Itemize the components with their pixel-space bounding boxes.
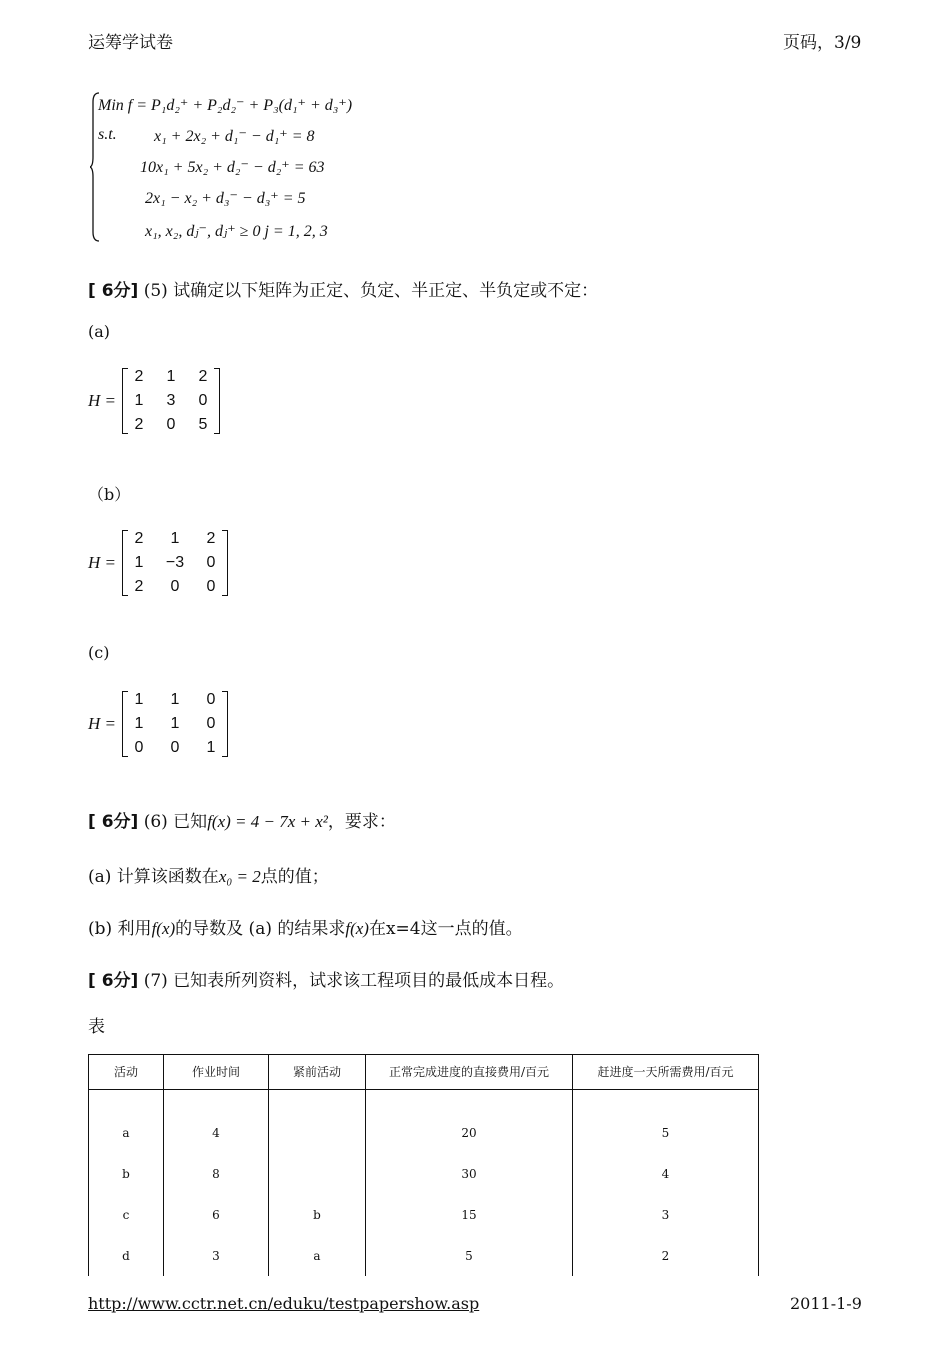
matrix-cell: 1	[134, 715, 144, 732]
question-5	[88, 276, 598, 301]
question-6-formula: f(x) = 4 − 7x + x²	[207, 812, 328, 831]
table-cell: 8	[164, 1153, 269, 1194]
question-6	[88, 807, 396, 832]
table-cell: 2	[573, 1235, 759, 1276]
matrix-cell: 1	[134, 691, 144, 708]
table-cell: b	[269, 1194, 366, 1235]
question-7	[88, 966, 564, 991]
matrix-c	[88, 691, 228, 757]
question-7-text: (7) 已知表所列资料，试求该工程项目的最低成本日程。	[138, 971, 565, 991]
matrix-cell: 1	[170, 715, 180, 732]
table-row	[89, 1194, 759, 1235]
table-cell: b	[89, 1153, 164, 1194]
matrix-b	[88, 530, 228, 596]
table-spacer-row	[89, 1090, 759, 1113]
matrix-cell: 1	[166, 368, 176, 385]
matrix-cell: 0	[170, 739, 180, 756]
table-cell: c	[89, 1194, 164, 1235]
matrix-cell: 0	[206, 715, 216, 732]
question-7-score: [ 6分]	[88, 971, 139, 991]
matrix-cell: 5	[198, 416, 208, 433]
matrix-a-lhs: H =	[88, 391, 116, 410]
matrix-cell: 1	[170, 691, 180, 708]
header-title: 运筹学试卷	[88, 33, 173, 53]
table-cell: 6	[164, 1194, 269, 1235]
nonnegativity-constraint: x₁, x₂, dⱼ⁻, dⱼ⁺ ≥ 0 j = 1, 2, 3	[145, 223, 328, 240]
question-6-text-2: ，要求：	[327, 812, 396, 832]
matrix-cell: 1	[170, 530, 180, 547]
matrix-b-label: （b）	[88, 485, 131, 504]
question-6b-text-2: 的导数及 (a) 的结果求	[175, 919, 346, 939]
constraint-1: x₁ + 2x₂ + d₁⁻ − d₁⁺ = 8	[154, 128, 315, 145]
table-cell: 5	[573, 1112, 759, 1153]
footer-date: 2011-1-9	[790, 1294, 862, 1313]
matrix-cell: 1	[134, 554, 144, 571]
table-cell: 20	[366, 1112, 573, 1153]
table-cell: 3	[573, 1194, 759, 1235]
matrix-cell: 3	[166, 392, 176, 409]
matrix-cell: 2	[206, 530, 216, 547]
activity-table	[88, 1054, 759, 1276]
column-header: 紧前活动	[269, 1055, 366, 1090]
matrix-cell: 0	[166, 416, 176, 433]
matrix-cell: 0	[134, 739, 144, 756]
matrix-cell: 0	[170, 578, 180, 595]
matrix-c-label: (c)	[88, 643, 110, 662]
table-cell	[269, 1153, 366, 1194]
table-row	[89, 1153, 759, 1194]
matrix-cell: −3	[165, 554, 185, 571]
matrix-cell: 2	[134, 416, 144, 433]
matrix-b-bracket	[122, 530, 228, 596]
column-header: 正常完成进度的直接费用/百元	[366, 1055, 573, 1090]
matrix-cell: 0	[206, 578, 216, 595]
question-6a-text: (a) 计算该函数在	[88, 867, 219, 887]
table-cell: 5	[366, 1235, 573, 1276]
table-cell: 3	[164, 1235, 269, 1276]
question-6b	[88, 914, 523, 939]
question-6a-text-2: 点的值；	[260, 867, 329, 887]
question-6b-text-3: 在x=4这一点的值。	[368, 919, 523, 939]
table-cell: 4	[573, 1153, 759, 1194]
matrix-cell: 2	[134, 368, 144, 385]
page-number: 页码，3/9	[783, 33, 862, 53]
matrix-cell: 2	[134, 578, 144, 595]
table-cell: a	[89, 1112, 164, 1153]
table-header-row	[89, 1055, 759, 1090]
table-caption: 表	[88, 1017, 105, 1037]
column-header: 作业时间	[164, 1055, 269, 1090]
matrix-cell: 0	[206, 691, 216, 708]
table-row	[89, 1235, 759, 1276]
matrix-c-bracket	[122, 691, 228, 757]
question-5-text: (5) 试确定以下矩阵为正定、负定、半正定、半负定或不定：	[138, 281, 599, 301]
matrix-cell: 1	[134, 392, 144, 409]
matrix-cell: 2	[198, 368, 208, 385]
matrix-b-lhs: H =	[88, 553, 116, 572]
table-row	[89, 1112, 759, 1153]
question-5-score: [ 6分]	[88, 281, 139, 301]
matrix-c-lhs: H =	[88, 714, 116, 733]
question-6b-text: (b) 利用	[88, 919, 152, 939]
question-6b-formula-2: f(x)	[345, 919, 369, 938]
table-cell: 30	[366, 1153, 573, 1194]
matrix-cell: 2	[134, 530, 144, 547]
column-header: 活动	[89, 1055, 164, 1090]
question-6-text: (6) 已知	[138, 812, 208, 832]
constraint-2: 10x₁ + 5x₂ + d₂⁻ − d₂⁺ = 63	[140, 159, 325, 176]
matrix-cell: 1	[206, 739, 216, 756]
objective-function: Min f = P₁d₂⁺ + P₂d₂⁻ + P₃(d₁⁺ + d₃⁺)	[98, 97, 353, 114]
question-6a	[88, 862, 329, 887]
table-cell	[269, 1112, 366, 1153]
footer-url[interactable]	[88, 1294, 479, 1313]
matrix-a-bracket	[122, 368, 220, 434]
question-6a-formula: x₀ = 2	[218, 867, 261, 886]
column-header: 赶进度一天所需费用/百元	[573, 1055, 759, 1090]
table-cell: a	[269, 1235, 366, 1276]
table-cell: 15	[366, 1194, 573, 1235]
constraint-label: s.t.	[98, 126, 117, 143]
matrix-cell: 0	[198, 392, 208, 409]
question-6b-formula: f(x)	[151, 919, 176, 938]
question-6-score: [ 6分]	[88, 812, 139, 832]
matrix-cell: 0	[206, 554, 216, 571]
table-cell: d	[89, 1235, 164, 1276]
matrix-a	[88, 368, 220, 434]
matrix-a-label: (a)	[88, 322, 111, 341]
constraint-3: 2x₁ − x₂ + d₃⁻ − d₃⁺ = 5	[145, 190, 306, 207]
source-link[interactable]: http://www.cctr.net.cn/eduku/testpapershow.asp	[88, 1294, 480, 1313]
table-cell: 4	[164, 1112, 269, 1153]
